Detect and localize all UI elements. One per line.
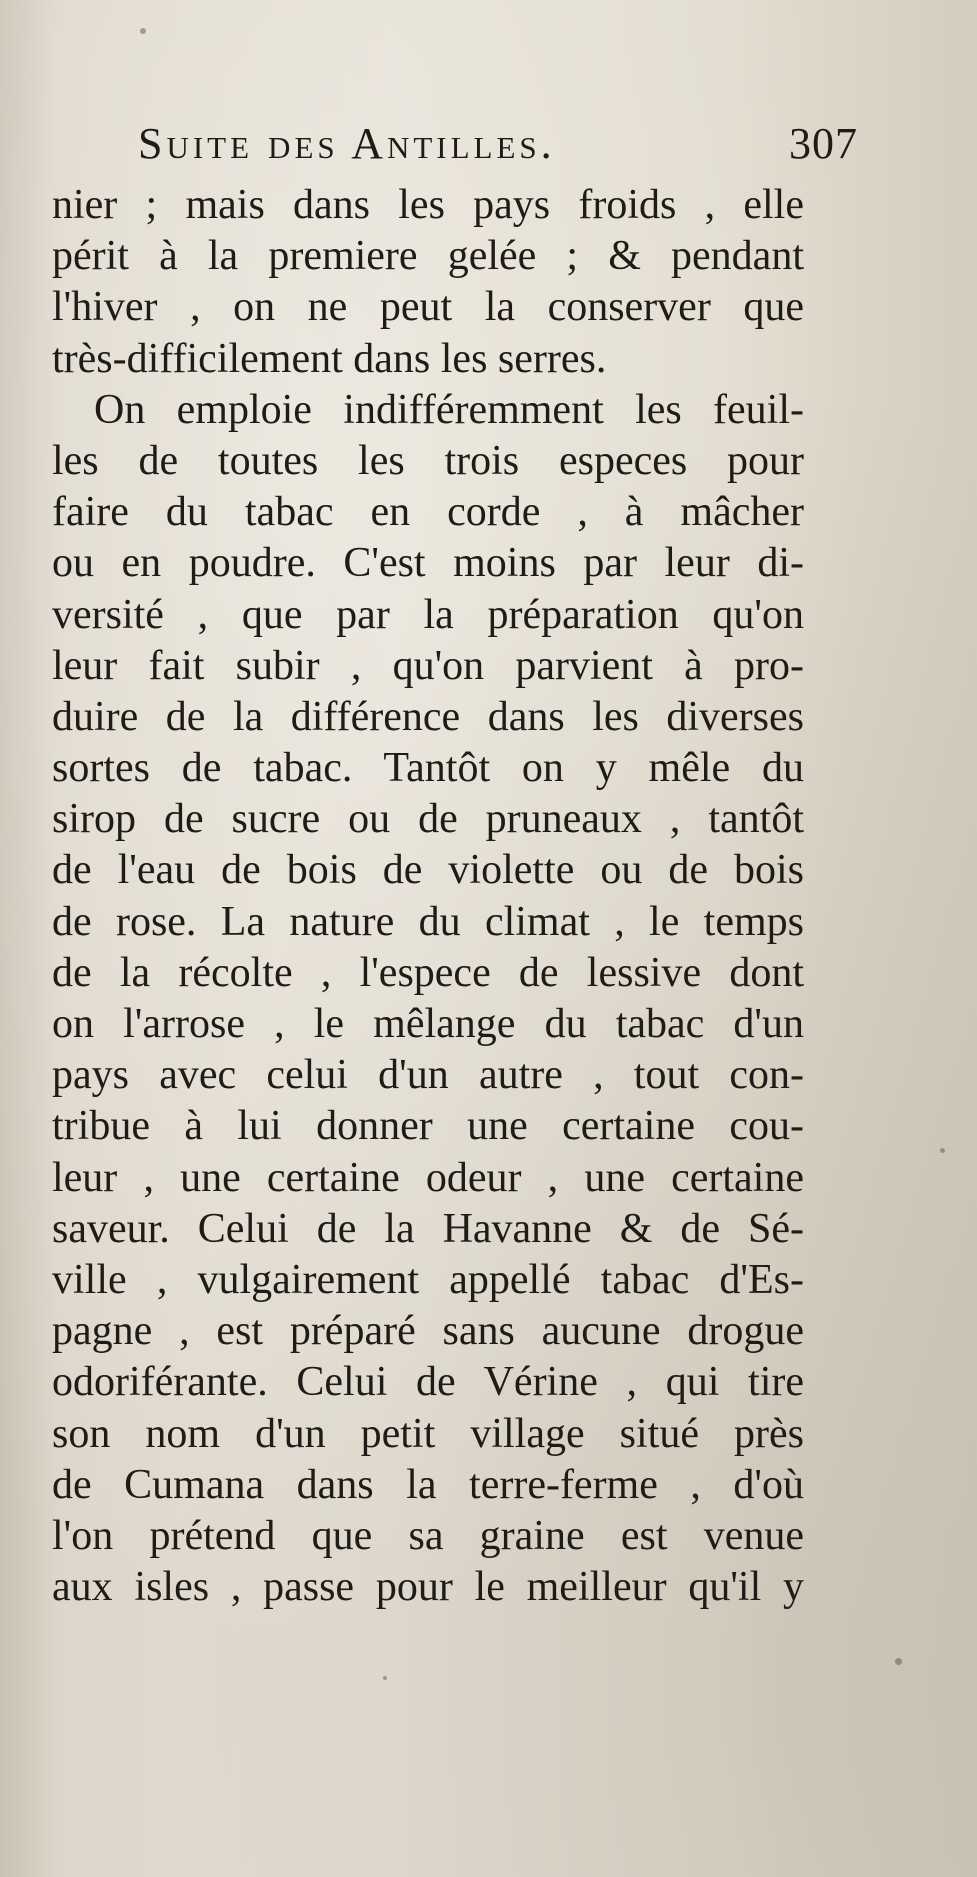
text-line: leur , une certaine odeur , une certaine <box>52 1154 804 1201</box>
text-line: pagne , est préparé sans aucune drogue <box>52 1308 804 1355</box>
text-line: de la récolte , l'espece de lessive dont <box>52 949 804 996</box>
text-line: l'hiver , on ne peut la conserver que <box>52 284 804 331</box>
text-line: duire de la différence dans les diverses <box>52 693 804 740</box>
text-line: de rose. La nature du climat , le temps <box>52 898 804 945</box>
running-head <box>138 118 858 176</box>
text-line: ou en poudre. C'est moins par leur di- <box>52 540 804 587</box>
foxing-spot <box>940 1148 945 1153</box>
text-line: sirop de sucre ou de pruneaux , tantôt <box>52 796 804 843</box>
body-text <box>52 180 804 1613</box>
text-line: pays avec celui d'un autre , tout con- <box>52 1052 804 1099</box>
foxing-spot <box>140 28 146 34</box>
text-line: aux isles , passe pour le meilleur qu'il y <box>52 1564 804 1611</box>
text-line: de Cumana dans la terre-ferme , d'où <box>52 1461 804 1508</box>
text-line: l'on prétend que sa graine est venue <box>52 1512 804 1559</box>
text-line: versité , que par la préparation qu'on <box>52 591 804 638</box>
text-line: de l'eau de bois de violette ou de bois <box>52 847 804 894</box>
running-head-title: Suite des Antilles. <box>138 119 556 168</box>
text-line: leur fait subir , qu'on parvient à pro- <box>52 642 804 689</box>
text-line: son nom d'un petit village situé près <box>52 1410 804 1457</box>
text-line: nier ; mais dans les pays froids , elle <box>52 182 804 228</box>
text-line: sortes de tabac. Tantôt on y mêle du <box>52 745 804 792</box>
text-line: très-difficilement dans les serres. <box>52 335 607 382</box>
foxing-spot <box>383 1676 387 1680</box>
page-number: 307 <box>789 119 858 168</box>
text-line: tribue à lui donner une certaine cou- <box>52 1103 804 1150</box>
text-line: périt à la premiere gelée ; & pendant <box>52 233 804 280</box>
text-line: On emploie indifféremment les feuil- <box>94 386 804 433</box>
text-line: ville , vulgairement appellé tabac d'Es- <box>52 1256 804 1303</box>
text-line: on l'arrose , le mêlange du tabac d'un <box>52 1001 804 1047</box>
text-line: les de toutes les trois especes pour <box>52 437 804 484</box>
foxing-spot <box>895 1658 902 1665</box>
text-line: saveur. Celui de la Havanne & de Sé- <box>52 1205 804 1252</box>
text-line: faire du tabac en corde , à mâcher <box>52 489 804 536</box>
text-line: odoriférante. Celui de Vérine , qui tire <box>52 1359 804 1406</box>
